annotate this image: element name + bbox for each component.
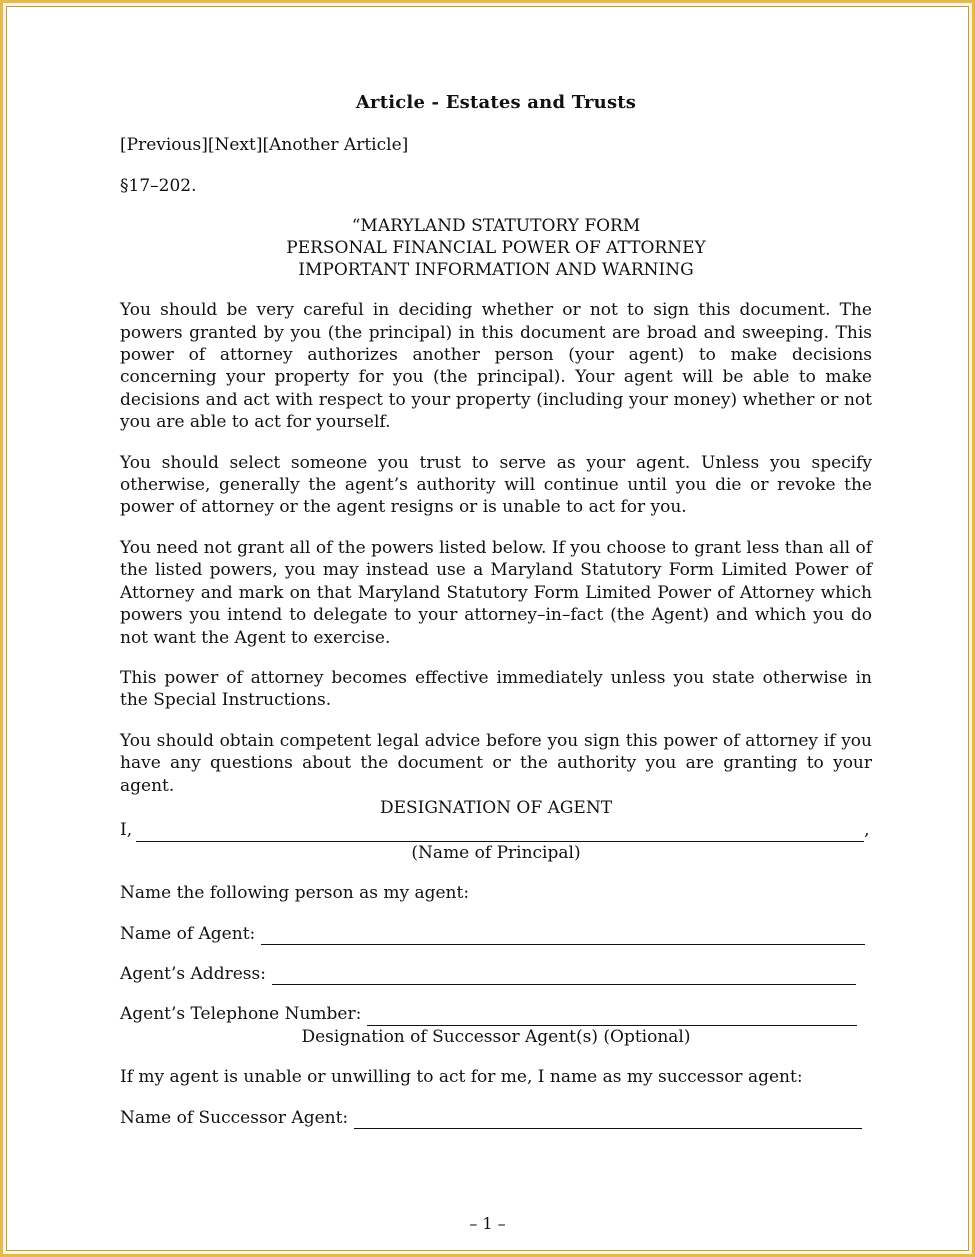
warning-paragraph-4: This power of attorney becomes effective immediately unless you state otherwise in the Special Instructions. [120, 667, 872, 711]
principal-prefix: I, [120, 820, 133, 841]
previous-link[interactable]: [Previous] [120, 135, 208, 156]
principal-name-row [120, 819, 872, 841]
warning-paragraph-5: You should obtain competent legal advice before you sign this power of attorney if you have any questions about the document or the authority you are granting to your agent. [120, 730, 872, 796]
warning-paragraph-3: You need not grant all of the powers listed below. If you choose to grant less than all of the listed powers, you may instead use a Maryland Statutory Form Limited Power of Attorney and mark on that Maryland Statutory Form Limited Power of Attorney which powers you intend to delegate to your attorney–in–fact (the Agent) and which you do not want the Agent to exercise. [120, 537, 872, 648]
principal-suffix: , [864, 820, 870, 841]
another-article-link[interactable]: [Another Article] [262, 135, 409, 156]
principal-name-field[interactable] [136, 824, 864, 842]
successor-name-field[interactable] [354, 1111, 862, 1129]
agent-phone-row [120, 1003, 872, 1025]
document-page [120, 92, 872, 1147]
agent-name-row [120, 923, 872, 945]
warning-paragraph-1: You should be very careful in deciding whether or not to sign this document. The powers granted by you (the principal) in this document are broad and sweeping. This power of attorney authorizes another person (your agent) to make decisions concerning your property for you (the principal). Your agent will be able to make decisions and act with respect to your property (including your money) whether or not you are able to act for yourself. [120, 300, 872, 433]
form-heading-line-1: “MARYLAND STATUTORY FORM [351, 216, 641, 237]
designation-heading: DESIGNATION OF AGENT [379, 797, 613, 818]
article-nav [120, 134, 872, 156]
successor-heading: Designation of Successor Agent(s) (Optional) [301, 1026, 691, 1047]
agent-address-field[interactable] [272, 967, 856, 985]
article-title: Article - Estates and Trusts [355, 92, 637, 113]
agent-address-label: Agent’s Address: [120, 963, 266, 984]
agent-phone-field[interactable] [367, 1008, 857, 1026]
agent-phone-label: Agent’s Telephone Number: [120, 1004, 362, 1025]
agent-name-field[interactable] [261, 927, 865, 945]
form-heading [120, 215, 872, 281]
section-number: §17–202. [120, 175, 197, 196]
page-number: – 1 – [469, 1214, 506, 1233]
form-heading-line-3: IMPORTANT INFORMATION AND WARNING [298, 260, 694, 281]
warning-paragraph-2: You should select someone you trust to serve as your agent. Unless you specify otherwise, generally the agent’s authority will continue until you die or revoke the power of attorney or the agent resigns or is unable to act for you. [120, 452, 872, 518]
form-heading-line-2: PERSONAL FINANCIAL POWER OF ATTORNEY [286, 238, 706, 259]
next-link[interactable]: [Next] [207, 135, 263, 156]
successor-name-label: Name of Successor Agent: [120, 1107, 349, 1128]
agent-name-label: Name of Agent: [120, 923, 256, 944]
agent-intro: Name the following person as my agent: [120, 883, 470, 904]
successor-intro: If my agent is unable or unwilling to act for me, I name as my successor agent: [120, 1067, 803, 1088]
agent-address-row [120, 963, 872, 985]
principal-caption: (Name of Principal) [411, 842, 581, 863]
successor-name-row [120, 1107, 872, 1129]
